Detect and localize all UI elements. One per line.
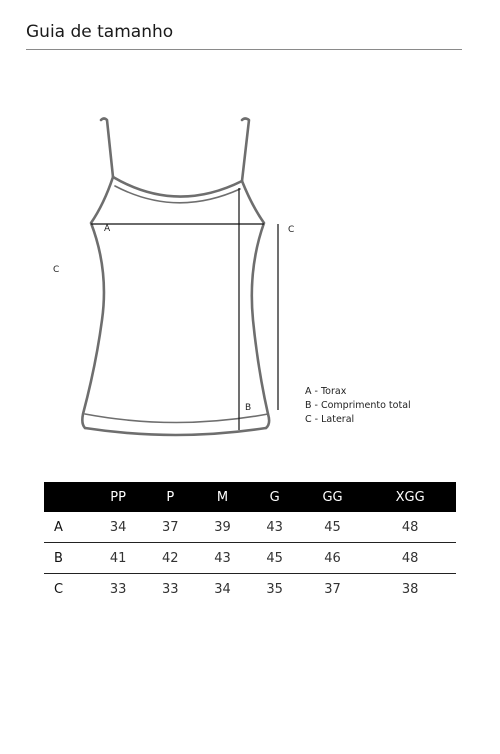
table-cell: 37 [324,581,341,597]
table-row [44,512,456,543]
header-cell-pp: PP [92,482,144,512]
header-cell-p: P [144,482,196,512]
header-cell-g: G [249,482,301,512]
hem-top [85,414,268,423]
label-c-side: C [288,225,295,235]
size-table [44,482,456,604]
label-a: A [104,224,111,234]
table-cell: 41 [92,543,144,574]
header-cell-m: M [196,482,248,512]
left-strap [101,119,113,178]
table-cell: 38 [401,581,419,597]
table-cell: 34 [214,581,231,597]
table-row [44,543,456,574]
size-table-header [44,482,456,512]
table-cell: 45 [249,543,301,574]
legend-item-c: C - Lateral [305,414,355,425]
left-side [82,177,113,428]
table-cell: 48 [364,543,456,574]
label-c-left: C [53,265,60,275]
row-label: C [54,581,64,597]
header-cell-gg: GG [301,482,365,512]
table-cell: 35 [266,581,283,597]
measurement-legend [305,385,411,427]
row-label: A [44,512,92,543]
table-cell: 33 [162,581,179,597]
table-cell: 43 [196,543,248,574]
legend-item-a: A - Torax [305,386,347,397]
header-cell-empty [44,482,92,512]
table-row [44,574,456,605]
legend-item-b: B - Comprimento total [305,400,411,411]
row-label: B [44,543,92,574]
right-strap [242,119,249,182]
table-cell: 45 [301,512,365,543]
table-cell: 46 [301,543,365,574]
page-title: Guia de tamanho [26,22,174,42]
table-cell: 37 [144,512,196,543]
table-cell: 48 [364,512,456,543]
table-cell: 34 [92,512,144,543]
table-cell: 42 [144,543,196,574]
header-cell-xgg: XGG [364,482,456,512]
table-cell: 39 [196,512,248,543]
table-cell: 43 [249,512,301,543]
table-cell: 33 [109,581,127,597]
label-b: B [245,403,252,413]
right-side [242,181,269,428]
